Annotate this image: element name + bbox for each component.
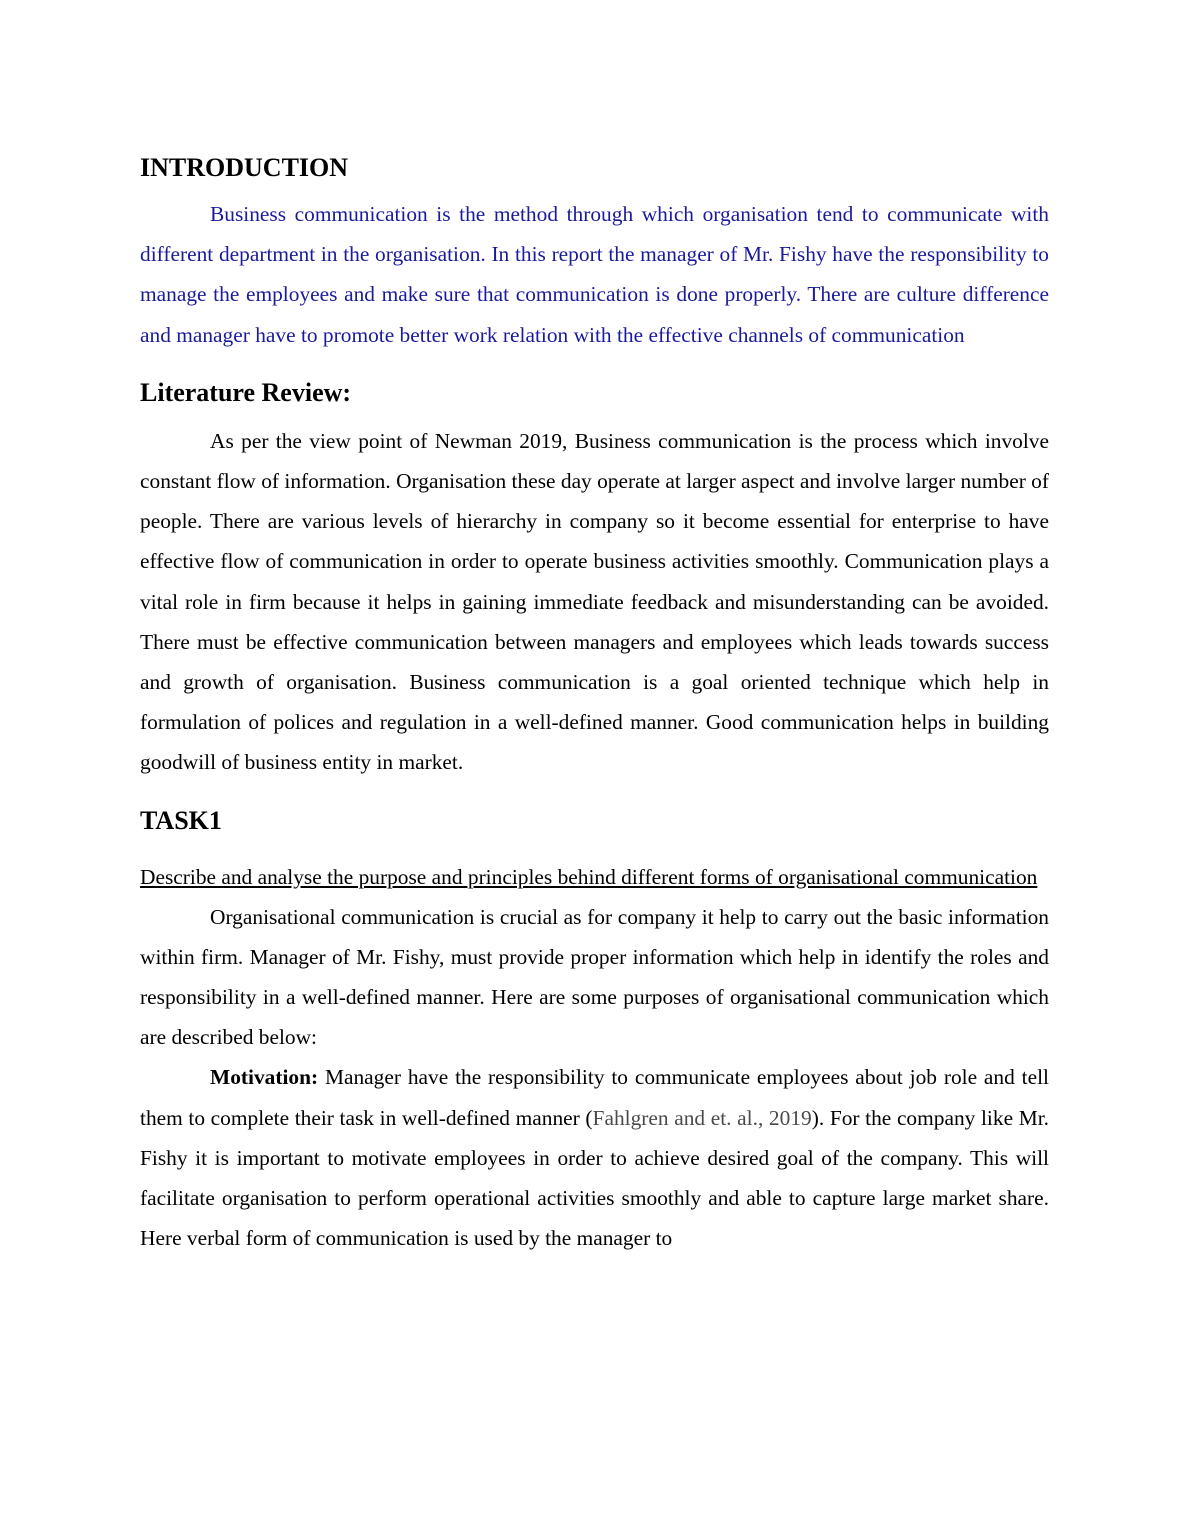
task1-subtitle: Describe and analyse the purpose and principles behind different forms of organisational communication xyxy=(140,864,1038,889)
task1-heading: TASK1 xyxy=(140,805,222,835)
motivation-paragraph xyxy=(140,1057,1049,1258)
introduction-paragraph: Business communication is the method through which organisation tend to communicate with different department in the organisation. In this report the manager of Mr. Fishy have the responsibility to manage the employees and make sure that communication is done properly. There are culture difference and manager have to promote better work relation with the effective channels of communication xyxy=(140,202,1049,347)
citation: Fahlgren and et. al., 2019 xyxy=(592,1105,812,1130)
motivation-text-before-citation: Manager have the responsibility to communicate employees about job role and tell them to complete their task in well-defined manner ( xyxy=(140,1065,1049,1130)
motivation-text-after-citation: ). For the company like Mr. Fishy it is important to motivate employees in order to achieve desired goal of the company. This will facilitate organisation to perform operational activities smoothly and able to capture large market share. Here verbal form of communication is used by the manager to xyxy=(140,1105,1050,1251)
document-page xyxy=(140,150,1049,1258)
motivation-term: Motivation: xyxy=(210,1065,319,1090)
literature-review-heading: Literature Review: xyxy=(140,377,352,407)
organisational-communication-paragraph: Organisational communication is crucial as for company it help to carry out the basic information within firm. Manager of Mr. Fishy, must provide proper information which help in identify the roles and responsibility in a well-defined manner. Here are some purposes of organisational communication which are described below: xyxy=(140,904,1049,1050)
introduction-heading: INTRODUCTION xyxy=(140,153,349,182)
literature-review-paragraph: As per the view point of Newman 2019, Business communication is the process which involve constant flow of information. Organisation these day operate at larger aspect and involve larger number of people. There are various levels of hierarchy in company so it become essential for enterprise to have effective flow of communication in order to operate business activities smoothly. Communication plays a vital role in firm because it helps in gaining immediate feedback and misunderstanding can be avoided. There must be effective communication between managers and employees which leads towards success and growth of organisation. Business communication is a goal oriented technique which help in formulation of polices and regulation in a well-defined manner. Good communication helps in building goodwill of business entity in market. xyxy=(140,428,1049,775)
